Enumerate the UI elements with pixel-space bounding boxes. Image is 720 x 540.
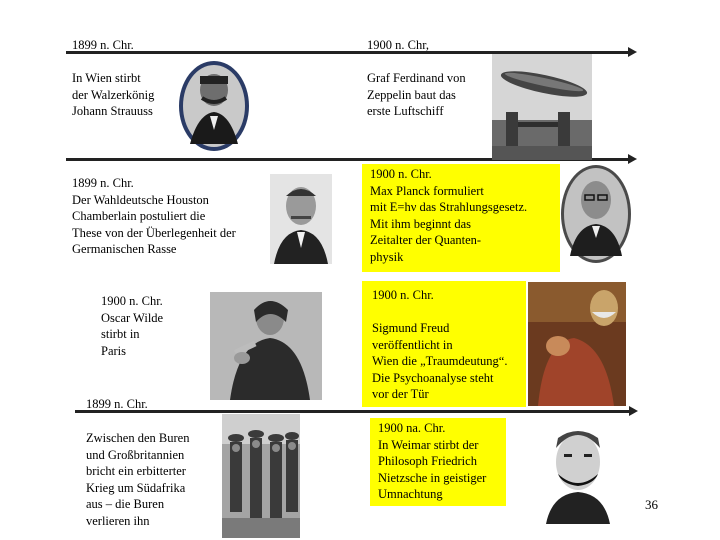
zeppelin-photo	[492, 54, 592, 160]
boer-soldiers-photo	[222, 414, 300, 538]
timeline-arrow-bottom	[75, 410, 630, 413]
page-number: 36	[645, 497, 658, 512]
strauss-portrait	[178, 60, 250, 152]
freud-dream-painting	[528, 282, 626, 406]
planck-portrait	[560, 164, 632, 264]
wilde-text: 1900 n. Chr. Oscar Wilde stirbt in Paris	[101, 294, 164, 358]
planck-text: 1900 n. Chr. Max Planck formuliert mit E=hν das Strahlungsgesetz. Mit ihm beginnt das Zeitalter der Quanten- physik	[362, 164, 560, 272]
nietzsche-portrait	[532, 418, 624, 524]
strauss-text: In Wien stirbt der Walzerkönig Johann Strauuss	[72, 71, 155, 118]
date-1900-top: 1900 n. Chr,	[367, 38, 429, 52]
date-1899-top: 1899 n. Chr.	[72, 38, 134, 52]
freud-date: 1900 n. Chr.	[372, 288, 434, 302]
wilde-portrait	[210, 292, 322, 400]
chamberlain-text: 1899 n. Chr. Der Wahldeutsche Houston Chamberlain postuliert die These von der Überlegenheit der Germanischen Rasse	[72, 176, 236, 256]
nietzsche-text: 1900 na. Chr. In Weimar stirbt der Philosoph Friedrich Nietzsche in geistiger Umnachtung	[370, 418, 506, 506]
zeppelin-text: Graf Ferdinand von Zeppelin baut das erste Luftschiff	[367, 71, 466, 118]
boer-date: 1899 n. Chr.	[86, 397, 148, 411]
freud-text: Sigmund Freud veröffentlicht in Wien die „Traumdeutung“. Die Psychoanalyse steht vor der Tür	[372, 321, 508, 401]
chamberlain-portrait	[270, 174, 332, 264]
boer-text: Zwischen den Buren und Großbritannien bricht ein erbitterter Krieg um Südafrika aus – die Buren verlieren ihn	[86, 431, 190, 528]
